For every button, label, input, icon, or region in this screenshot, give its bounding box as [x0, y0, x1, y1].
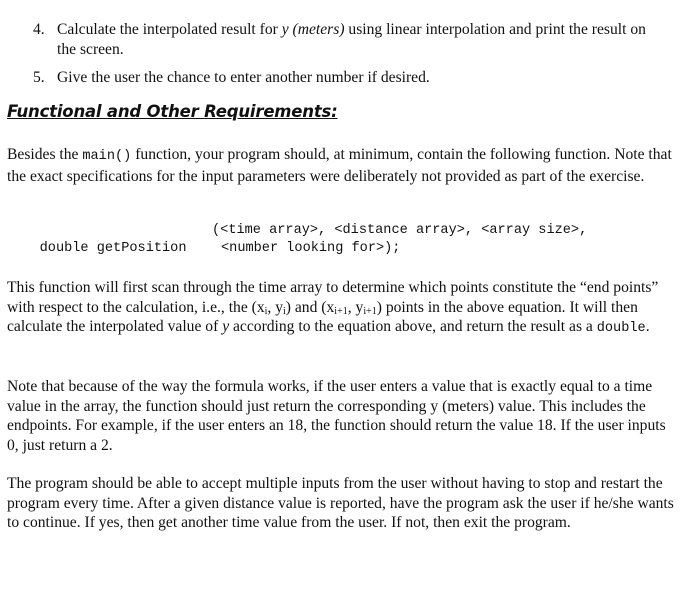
- inline-code: double: [596, 321, 646, 336]
- list-text: Give the user the chance to enter another number if desired.: [57, 69, 430, 86]
- list-text: Calculate the interpolated result for y (meters) using linear interpolation and print the result on the screen.: [57, 21, 646, 58]
- signature-declaration: double getPosition: [39, 241, 187, 256]
- inline-code: main(): [82, 149, 132, 164]
- paragraph-exact-values: Note that because of the way the formula works, if the user enters a value that is exactly equal to a time value in the array, the function should just return the corresponding y (meters) value. This includes the endpoints. For example, if the user enters an 18, the function should return the value 18. If the user inputs 0, just return a 2.: [7, 378, 666, 454]
- paragraph-multiple-inputs: The program should be able to accept multiple inputs from the user without having to stop and restart the program every time. After a given distance value is reported, have the program ask the user if he/she wants to continue. If yes, then get another time value from the user. If not, then exit the program.: [7, 475, 674, 531]
- paragraph-intro: Besides the main() function, your program should, at minimum, contain the following function. Note that the exact specifications for the input parameters were deliberately not provided as part of the exercise.: [7, 146, 672, 185]
- section-heading: Functional and Other Requirements:: [7, 102, 338, 121]
- list-number: 5.: [33, 69, 45, 86]
- signature-parameters: (<time array>, <distance array>, <array size>, <number looking for>);: [212, 223, 588, 256]
- paragraph-scan: This function will first scan through the time array to determine which points constitute the “end points” with respect to the calculation, i.e., the ($x_i$, $y_i$) and ($x_{i+1}$, $y_{i+1}$) points in the above equation. It will then calculate the interpolated value of y according to the equation above, and return the result as a double.: [7, 279, 659, 336]
- list-number: 4.: [33, 21, 45, 38]
